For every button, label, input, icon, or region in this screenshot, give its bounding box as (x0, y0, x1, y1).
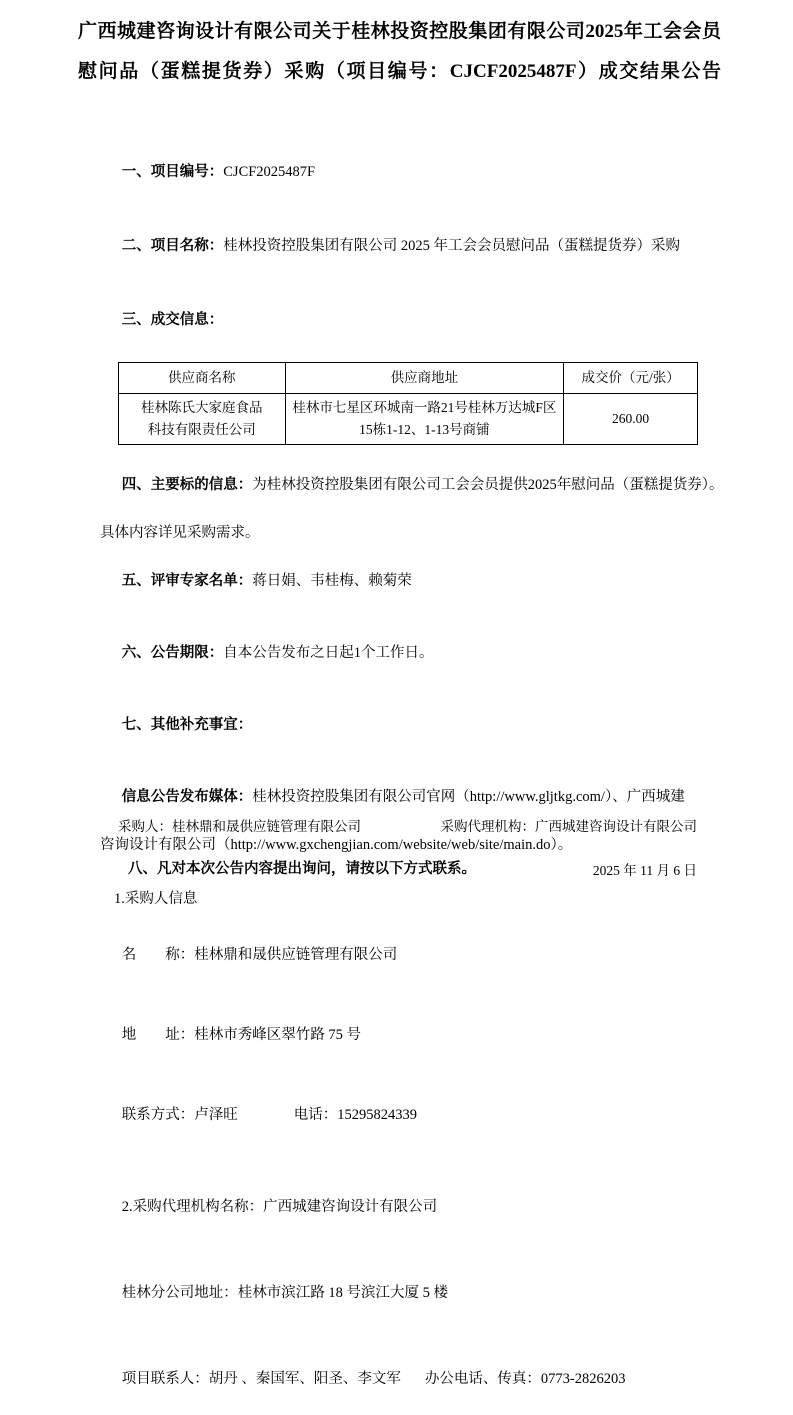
section-project-name-label: 二、项目名称： (121, 238, 224, 254)
cell-supplier-address (285, 394, 564, 445)
document-page (0, 12, 793, 1387)
agency-name-value: 广西城建咨询设计有限公司 (263, 1199, 438, 1215)
section-other-matters-label: 七、其他补充事宜： (121, 717, 253, 733)
agency-branch-label: 桂林分公司地址： (121, 1285, 238, 1301)
buyer-name-value: 桂林鼎和晟供应链管理有限公司 (194, 947, 398, 963)
section-experts-label: 五、评审专家名单： (121, 573, 253, 589)
cell-supplier-address-line2: 15栋1-12、1-13号商铺 (359, 422, 490, 437)
buyer-name-row (100, 919, 735, 991)
section-main-subject (100, 449, 735, 521)
table-header-address: 供应商地址 (285, 363, 564, 394)
section-notice-period-label: 六、公告期限： (121, 645, 224, 661)
section-award-info-label: 三、成交信息： (121, 312, 224, 328)
buyer-contact-value: 卢泽旺 (194, 1107, 238, 1123)
cell-award-price: 260.00 (564, 394, 698, 445)
buyer-address-label: 地 址： (121, 1027, 195, 1043)
agency-name-row (100, 1171, 735, 1243)
section-experts (100, 545, 735, 617)
buyer-name-label: 名 称： (121, 947, 195, 963)
section-media-label: 信息公告发布媒体： (121, 789, 253, 805)
buyer-phone-label: 电话： (293, 1107, 338, 1123)
buyer-info-heading: 1.采购人信息 (114, 891, 198, 907)
section-main-subject-value: 为桂林投资控股集团有限公司工会会员提供2025年慰问品（蛋糕提货券）。 (252, 477, 724, 493)
buyer-address-value: 桂林市秀峰区翠竹路 75 号 (194, 1027, 361, 1043)
buyer-contact-row (100, 1079, 735, 1151)
section-project-number-value: CJCF2025487F (223, 164, 316, 180)
agency-branch-row (100, 1257, 735, 1329)
cell-supplier-name (119, 394, 286, 445)
agency-signature: 采购代理机构：广西城建咨询设计有限公司 (440, 819, 697, 834)
table-header-price: 成交价（元/张） (564, 363, 698, 394)
table-header-supplier: 供应商名称 (119, 363, 286, 394)
cell-supplier-name-line1: 桂林陈氏大家庭食品 (141, 400, 263, 415)
document-date: 2025 年 11 月 6 日 (592, 863, 697, 878)
signature-row (118, 815, 697, 835)
section-experts-value: 蒋日娟、韦桂梅、赖菊荣 (252, 573, 412, 589)
agency-persons-row (100, 1343, 735, 1415)
cell-supplier-name-line2: 科技有限责任公司 (147, 422, 256, 437)
award-table (118, 362, 698, 445)
section-main-subject-cont: 具体内容详见采购需求。 (100, 525, 260, 541)
agency-name-label: 2.采购代理机构名称： (121, 1199, 264, 1215)
section-other-matters (100, 689, 735, 761)
section-project-name-value: 桂林投资控股集团有限公司 2025 年工会会员慰问品（蛋糕提货券）采购 (223, 238, 680, 254)
cell-supplier-address-line1: 桂林市七星区环城南一路21号桂林万达城F区 (292, 400, 557, 415)
buyer-signature: 采购人：桂林鼎和晟供应链管理有限公司 (118, 819, 361, 834)
section-award-info (100, 284, 735, 356)
document-body (100, 136, 735, 1415)
section-project-number-label: 一、项目编号： (121, 164, 224, 180)
page-title: 广西城建咨询设计有限公司关于桂林投资控股集团有限公司2025年工会会员慰问品（蛋糕提货券）采购（项目编号：CJCF2025487F）成交结果公告 (78, 21, 721, 82)
buyer-phone-value: 15295824339 (337, 1107, 417, 1123)
section-media-cont: 咨询设计有限公司（http://www.gxchengjian.com/website/web/site/main.do）。 (100, 837, 573, 853)
agency-office-phone-label: 办公电话、传真： (424, 1371, 541, 1387)
buyer-contact-label: 联系方式： (121, 1107, 195, 1123)
agency-office-phone-value: 0773-2826203 (540, 1371, 626, 1387)
table-row (119, 394, 698, 445)
table-header-row (119, 363, 698, 394)
section-project-name (100, 210, 735, 282)
buyer-address-row (100, 999, 735, 1071)
agency-persons-value: 胡丹 、秦国军、阳圣、李文军 (208, 1371, 401, 1387)
section-main-subject-label: 四、主要标的信息： (121, 477, 253, 493)
section-media-value: 桂林投资控股集团有限公司官网（http://www.gljtkg.com/）、广西城建 (252, 789, 685, 805)
agency-persons-label: 项目联系人： (121, 1371, 209, 1387)
section-notice-period (100, 617, 735, 689)
section-inquiry: 八、凡对本次公告内容提出询问，请按以下方式联系。 (128, 861, 476, 877)
section-notice-period-value: 自本公告发布之日起1个工作日。 (223, 645, 434, 661)
section-project-number (100, 136, 735, 208)
agency-branch-value: 桂林市滨江路 18 号滨江大厦 5 楼 (237, 1285, 448, 1301)
title-spacer (0, 92, 793, 136)
